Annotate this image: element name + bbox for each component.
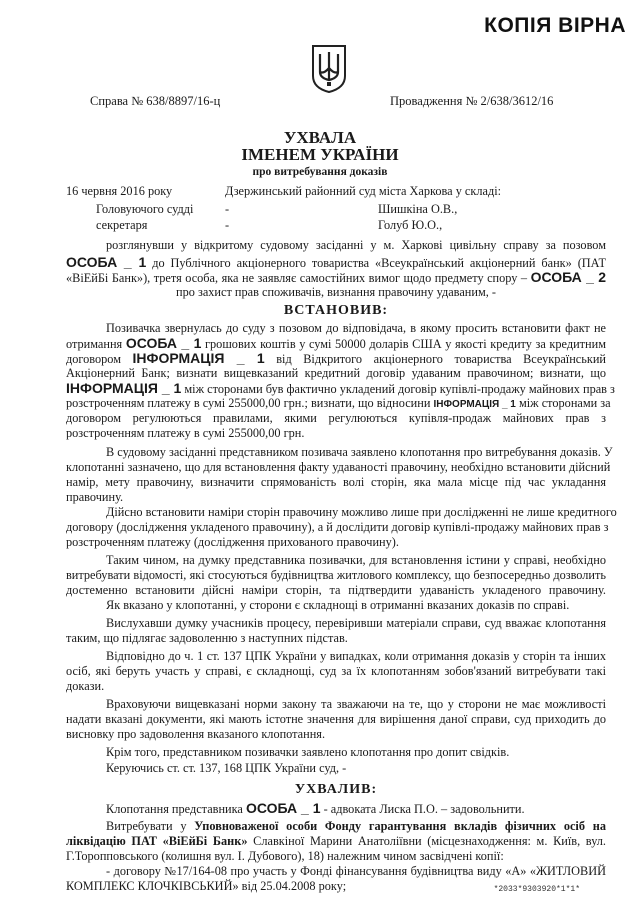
ruling-date: 16 червня 2016 року: [66, 184, 173, 198]
text-run: висновку про задоволення вказаного клопотання.: [66, 727, 326, 741]
ruling-subtitle: ІМЕНЕМ УКРАЇНИ: [241, 145, 399, 164]
text-line: [66, 819, 606, 834]
text-line: [66, 568, 606, 583]
bold-text: ліквідацію ПАТ «ВіЕйБі Банк»: [66, 834, 248, 848]
text-run: Керуючись ст. ст. 137, 168 ЦПК України суд, -: [106, 761, 347, 775]
text-line: [66, 490, 606, 505]
text-run: Вислухавши думку учасників процесу, перевіривши матеріали справи, суд вважає клопотання: [106, 616, 606, 630]
ruling-title: УХВАЛА: [283, 128, 357, 147]
text-run: договором: [66, 352, 122, 366]
certified-copy-stamp: КОПІЯ ВІРНА: [484, 14, 626, 37]
text-run: витребувати відомості, які стосуються будівництва житлового комплексу, що безпосередньо дозволить: [66, 568, 606, 582]
text-run: «ВіЕйБі Банк»), третя особа, яка не заявляє самостійних вимог щодо предмету спору –: [66, 271, 528, 285]
text-run: Витребувати у: [106, 819, 187, 833]
text-line: [66, 834, 606, 849]
text-run: намір, мету правочину, визначити спрямованість волі сторін, яка мала місце під час укладання: [66, 475, 606, 489]
text-run: між сторонами за: [518, 396, 611, 410]
court-name: Дзержинський районний суд міста Харкова у складі:: [225, 184, 502, 198]
text-run: розстроченням платежу (дослідження прихованого правочину).: [66, 535, 399, 549]
text-line: [66, 396, 611, 412]
redacted-name: ІНФОРМАЦІЯ _ 1: [132, 350, 265, 366]
text-line: [66, 727, 606, 742]
secretary-name: Голуб Ю.О.,: [378, 218, 443, 232]
text-line: [66, 520, 609, 535]
text-line: [66, 616, 606, 631]
text-run: таким, що підлягає задоволенню з наступних підстав.: [66, 631, 348, 645]
text-line: [66, 598, 606, 613]
text-line: [66, 366, 606, 381]
text-run: правочину.: [66, 490, 124, 504]
judge-dash: -: [225, 202, 230, 216]
text-run: Як вказано у клопотанні, у сторони є складнощі в отриманні вказаних доказів по справі.: [106, 598, 570, 612]
text-line: [66, 255, 606, 271]
text-line: [66, 849, 606, 864]
text-run: достеменно встановити дійсні наміри сторін, та підтвердити удаваність укладеного правочину.: [66, 583, 606, 597]
text-run: отримання: [66, 337, 123, 351]
text-line: [66, 505, 617, 520]
text-run: розстроченням платежу в сумі 255000,00 грн.; визнати, що відносини: [66, 396, 431, 410]
text-line: [66, 649, 606, 664]
trident-coat-of-arms-icon: [311, 44, 347, 94]
text-run: надати вказані документи, які мають істотне значення для вирішення даної справи, суд приходить до: [66, 712, 606, 726]
text-line: [66, 679, 606, 694]
text-line: [66, 411, 606, 426]
text-run: Позивачка звернулась до суду з позовом до відповідача, в якому просить встановити факт не: [106, 321, 606, 335]
text-line: [66, 745, 606, 760]
redacted-name: ОСОБА _ 1: [245, 800, 321, 816]
section-heading: [66, 303, 606, 318]
text-run: ВСТАНОВИВ:: [283, 303, 389, 318]
document-barcode: *2033*9303920*1*1*: [493, 885, 580, 894]
text-run: між сторонами був фактично укладений договір купівлі-продажу майнових прав з: [184, 382, 615, 396]
text-line: [66, 460, 611, 475]
judge-role: Головуючого судді: [96, 202, 194, 216]
text-run: клопотанні зазначено, що для встановлення факту удаваності правочину, необхідно встановити дійсний: [66, 460, 611, 474]
text-line: [66, 285, 606, 300]
text-run: УХВАЛИВ:: [294, 782, 378, 797]
text-line: [66, 380, 615, 397]
text-line: [66, 475, 606, 490]
text-run: Враховуючи вищевказані норми закону та зважаючи на те, що у сторони не має можливості: [106, 697, 606, 711]
proceeding-number: Провадження № 2/638/3612/16: [390, 94, 554, 108]
text-line: [66, 351, 606, 367]
text-run: про захист прав споживачів, визнання правочину удаваним, -: [176, 285, 496, 299]
text-line: [66, 864, 606, 879]
text-line: [66, 270, 606, 286]
text-run: докази.: [66, 679, 105, 693]
text-run: Акціонерний Банк; визнати вищевказаний кредитний договір удаваним правочином; визнати, що: [66, 366, 606, 380]
redacted-name: ОСОБА _ 1: [125, 335, 202, 351]
redacted-name: ОСОБА _ 2: [530, 269, 606, 285]
redacted-name: ІНФОРМАЦІЯ _ 1: [433, 399, 516, 410]
secretary-dash: -: [225, 218, 230, 232]
text-line: [66, 426, 606, 441]
text-line: [66, 321, 606, 336]
text-line: [66, 583, 606, 598]
text-line: [66, 535, 606, 550]
text-run: В судовому засіданні представником позивача заявлено клопотання про витребування доказів. У: [106, 445, 613, 459]
text-run: Славкіної Марини Анатоліївни (місцезнаходження: м. Київ, вул.: [253, 834, 607, 848]
text-run: Г.Торопповського (колишня вул. І. Дубового), 18) належним чином засвідчені копії:: [66, 849, 504, 863]
ruling-description: про витребування доказів: [252, 166, 388, 178]
text-line: [66, 761, 606, 776]
text-run: договору (дослідження укладеного правочину), а й дослідити договір купівлі-продажу майнових прав з: [66, 520, 609, 534]
text-run: грошових коштів у сумі 50000 доларів США у якості кредиту за кредитним: [204, 337, 606, 351]
text-run: розглянувши у відкритому судовому засіданні у м. Харкові цивільну справу за позовом: [106, 238, 606, 252]
text-line: [66, 445, 613, 460]
bold-text: Уповноваженої особи Фонду гарантування вкладів фізичних осіб на: [194, 819, 606, 833]
text-line: [66, 238, 606, 253]
text-run: Дійсно встановити наміри сторін правочину можливо лише при дослідженні не лише кредитного: [106, 505, 617, 519]
text-line: [66, 697, 606, 712]
judge-name: Шишкіна О.В.,: [378, 202, 458, 216]
secretary-role: секретаря: [96, 218, 148, 232]
text-run: осіб, які беруть участь у справі, є складнощі, суд за їх клопотанням зобов'язаний витребувати такі: [66, 664, 606, 678]
text-run: Відповідно до ч. 1 ст. 137 ЦПК України у випадках, коли отримання доказів у сторін та інших: [106, 649, 606, 663]
text-run: до Публічного акціонерного товариства «Всеукраїнський акціонерний банк» (ПАТ: [152, 256, 606, 270]
text-run: - договору №17/164-08 про участь у Фонді фінансування будівництва виду «А» «ЖИТЛОВИЙ: [106, 864, 606, 878]
text-line: [66, 553, 606, 568]
redacted-name: ОСОБА _ 1: [66, 254, 147, 270]
text-run: КОМПЛЕКС КЛОЧКІВСЬКИЙ» від 25.04.2008 року;: [66, 879, 347, 893]
text-run: Таким чином, на думку представника позивачки, для встановлення істини у справі, необхідно: [106, 553, 606, 567]
text-run: - адвоката Лиска П.О. – задовольнити.: [323, 802, 525, 816]
case-number: Справа № 638/8897/16-ц: [90, 94, 221, 108]
text-line: [66, 801, 606, 817]
text-line: [66, 631, 606, 646]
text-run: договором регулюються правилами, якими регулюються купівля-продаж майнових прав з: [66, 411, 606, 425]
text-run: Крім того, представником позивачки заявлено клопотання про допит свідків.: [106, 745, 510, 759]
section-heading: [66, 782, 606, 797]
text-run: розстроченням платежу в сумі 255000,00 грн.: [66, 426, 305, 440]
text-line: [66, 664, 606, 679]
text-run: від Відкритого акціонерного товариства Всеукраїнський: [276, 352, 606, 366]
text-run: Клопотання представника: [106, 802, 243, 816]
redacted-name: ІНФОРМАЦІЯ _ 1: [66, 380, 182, 396]
text-line: [66, 712, 606, 727]
